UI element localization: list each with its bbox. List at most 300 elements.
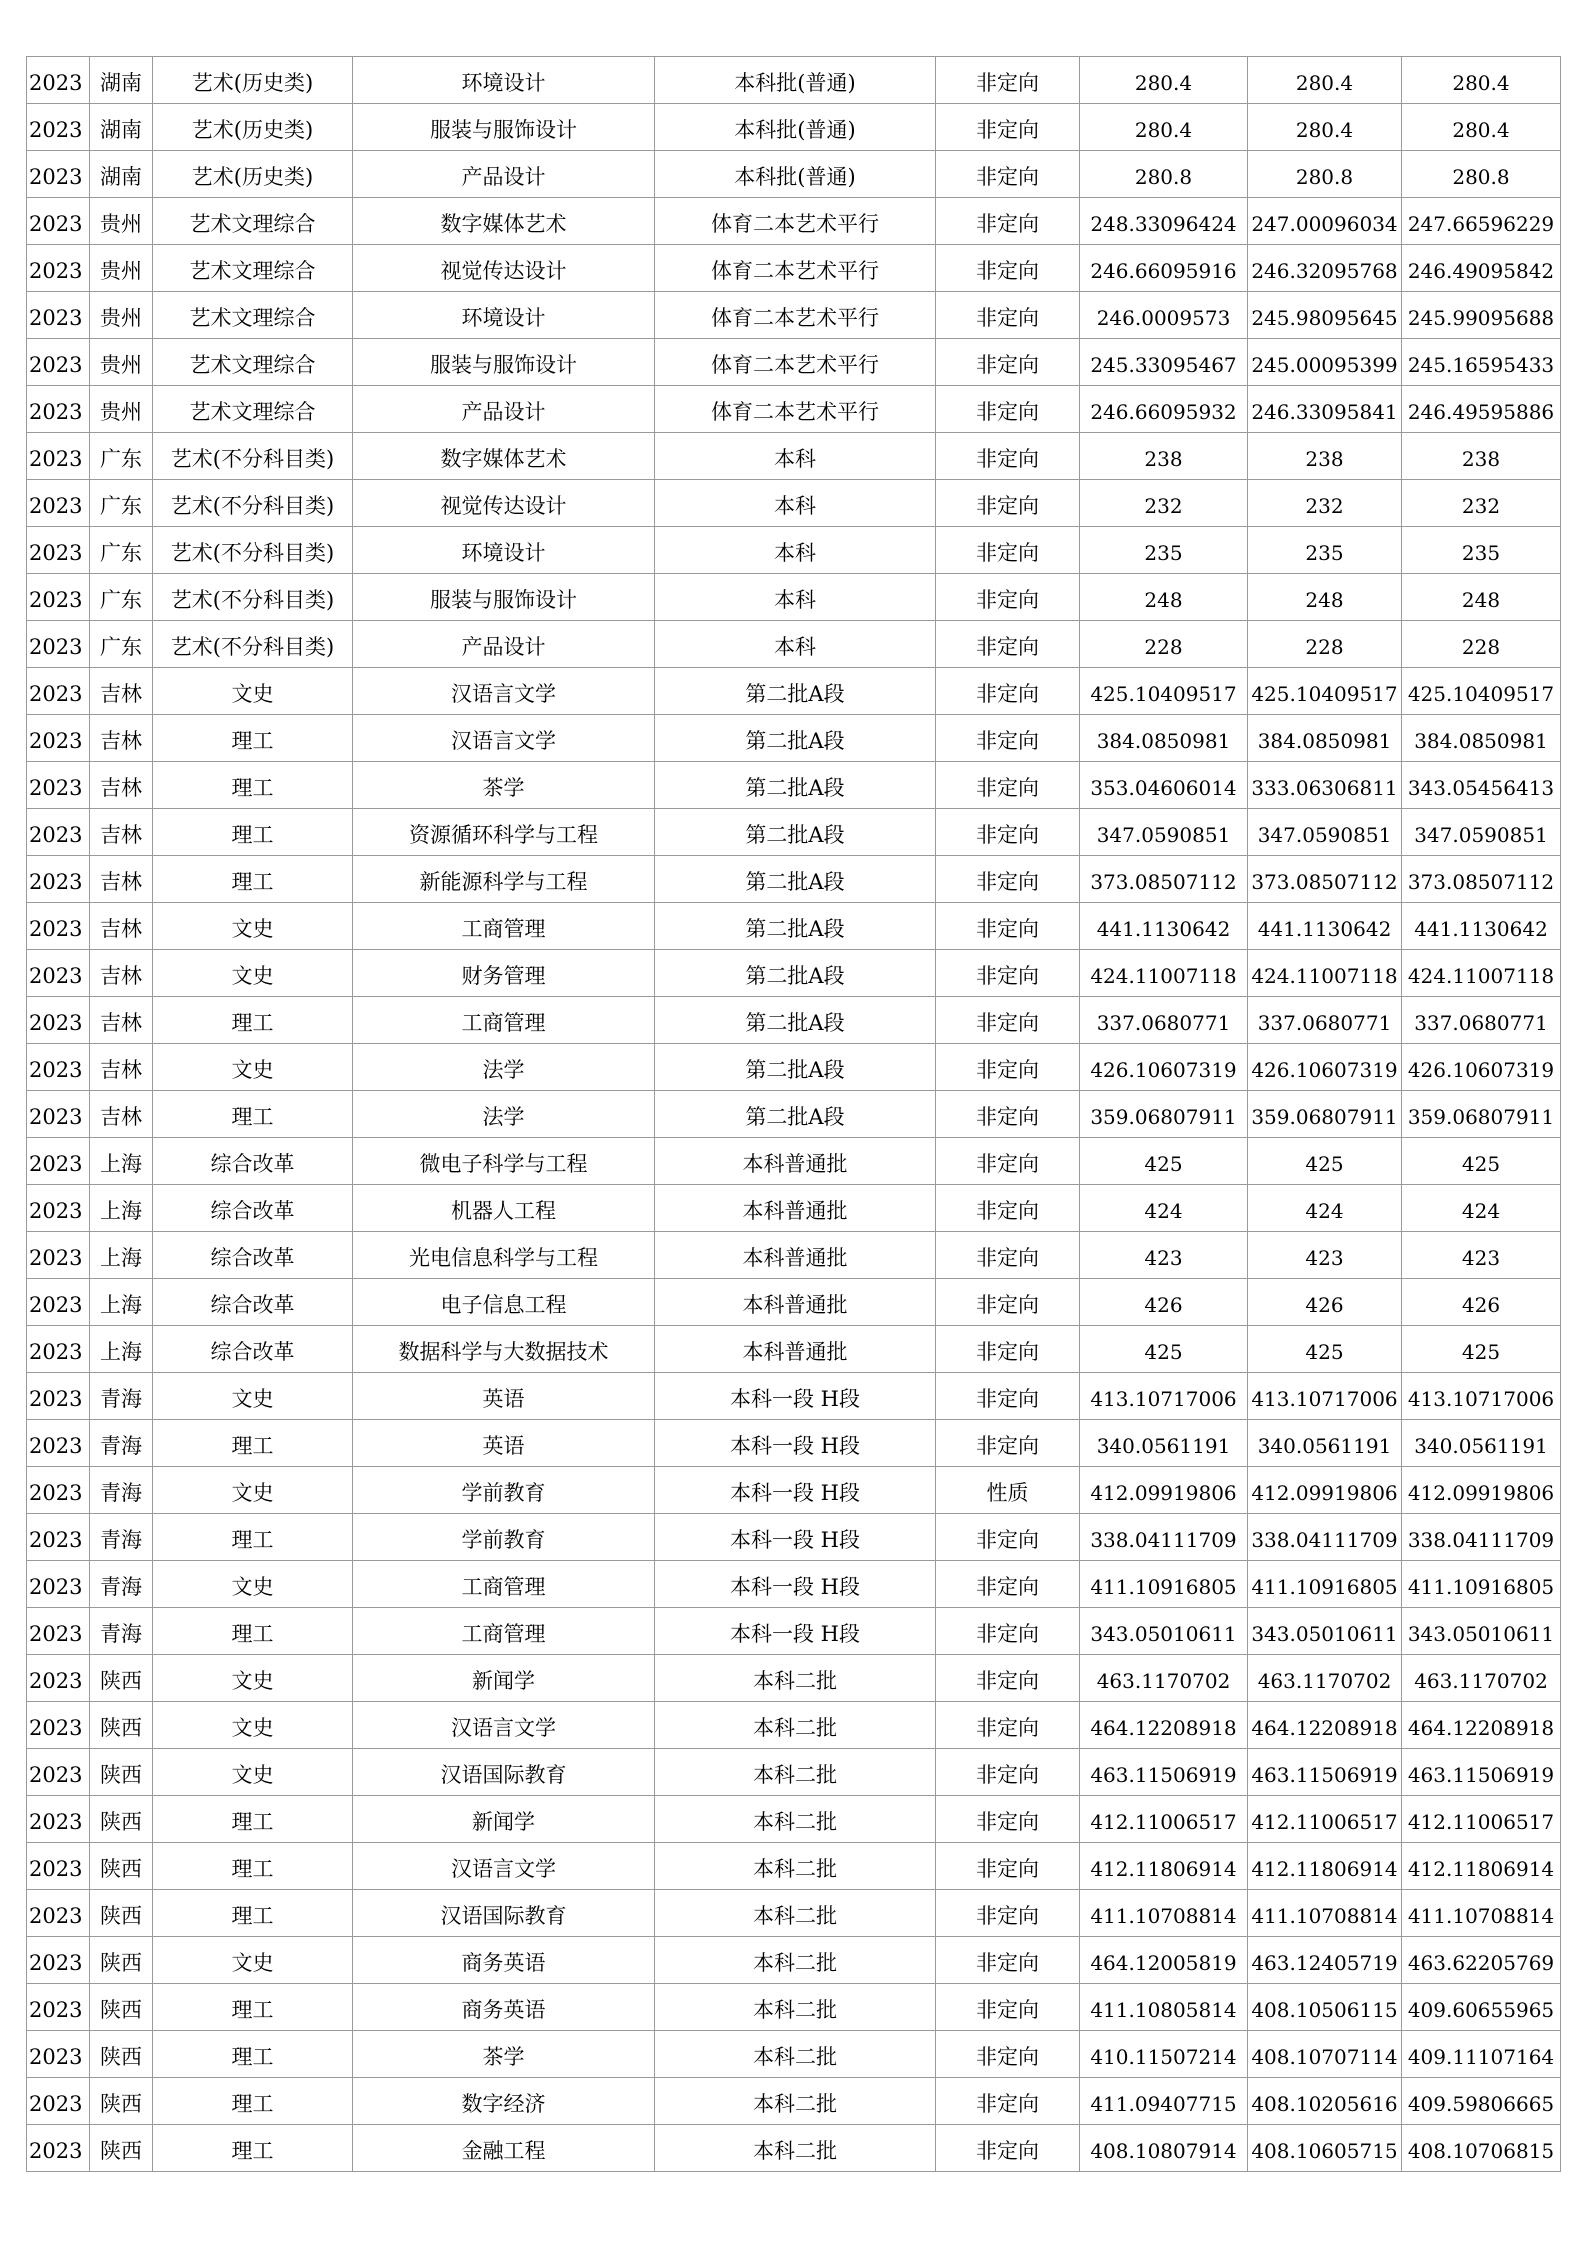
province-cell: 青海 [90, 1514, 153, 1561]
major-cell: 微电子科学与工程 [353, 1138, 655, 1185]
major-cell: 服装与服饰设计 [353, 104, 655, 151]
province-cell: 上海 [90, 1138, 153, 1185]
province-cell: 吉林 [90, 668, 153, 715]
average-score-cell: 280.8 [1402, 151, 1561, 198]
average-score-cell: 280.4 [1402, 104, 1561, 151]
highest-score-cell: 337.0680771 [1080, 997, 1248, 1044]
major-cell: 学前教育 [353, 1514, 655, 1561]
highest-score-cell: 412.11806914 [1080, 1843, 1248, 1890]
plan-type-cell: 非定向 [936, 1185, 1080, 1232]
year-cell: 2023 [27, 1890, 90, 1937]
category-cell: 文史 [153, 903, 353, 950]
table-row [27, 1890, 1561, 1937]
table-row [27, 104, 1561, 151]
province-cell: 贵州 [90, 245, 153, 292]
highest-score-cell: 280.4 [1080, 104, 1248, 151]
average-score-cell: 247.66596229 [1402, 198, 1561, 245]
table-row [27, 715, 1561, 762]
year-cell: 2023 [27, 1937, 90, 1984]
admission-score-table [26, 56, 1561, 2172]
table-row [27, 1514, 1561, 1561]
province-cell: 贵州 [90, 339, 153, 386]
table-row [27, 245, 1561, 292]
batch-cell: 本科普通批 [655, 1232, 936, 1279]
category-cell: 艺术(历史类) [153, 151, 353, 198]
highest-score-cell: 441.1130642 [1080, 903, 1248, 950]
plan-type-cell: 非定向 [936, 339, 1080, 386]
table-row [27, 292, 1561, 339]
category-cell: 艺术(不分科目类) [153, 527, 353, 574]
batch-cell: 本科二批 [655, 1796, 936, 1843]
lowest-score-cell: 425.10409517 [1248, 668, 1402, 715]
category-cell: 理工 [153, 856, 353, 903]
category-cell: 艺术文理综合 [153, 386, 353, 433]
lowest-score-cell: 412.11806914 [1248, 1843, 1402, 1890]
batch-cell: 第二批A段 [655, 809, 936, 856]
province-cell: 陕西 [90, 1843, 153, 1890]
major-cell: 汉语言文学 [353, 715, 655, 762]
table-row [27, 762, 1561, 809]
year-cell: 2023 [27, 1232, 90, 1279]
major-cell: 新能源科学与工程 [353, 856, 655, 903]
plan-type-cell: 非定向 [936, 1326, 1080, 1373]
batch-cell: 本科 [655, 433, 936, 480]
province-cell: 上海 [90, 1279, 153, 1326]
year-cell: 2023 [27, 1185, 90, 1232]
major-cell: 数字媒体艺术 [353, 198, 655, 245]
highest-score-cell: 340.0561191 [1080, 1420, 1248, 1467]
lowest-score-cell: 384.0850981 [1248, 715, 1402, 762]
year-cell: 2023 [27, 1514, 90, 1561]
major-cell: 服装与服饰设计 [353, 574, 655, 621]
highest-score-cell: 410.11507214 [1080, 2031, 1248, 2078]
year-cell: 2023 [27, 762, 90, 809]
province-cell: 湖南 [90, 57, 153, 104]
highest-score-cell: 463.1170702 [1080, 1655, 1248, 1702]
lowest-score-cell: 343.05010611 [1248, 1608, 1402, 1655]
table-row [27, 1655, 1561, 1702]
major-cell: 汉语国际教育 [353, 1749, 655, 1796]
plan-type-cell: 非定向 [936, 1420, 1080, 1467]
highest-score-cell: 424 [1080, 1185, 1248, 1232]
category-cell: 理工 [153, 762, 353, 809]
year-cell: 2023 [27, 997, 90, 1044]
year-cell: 2023 [27, 1702, 90, 1749]
batch-cell: 本科 [655, 621, 936, 668]
major-cell: 工商管理 [353, 903, 655, 950]
table-row [27, 1232, 1561, 1279]
major-cell: 英语 [353, 1373, 655, 1420]
batch-cell: 本科一段 H段 [655, 1373, 936, 1420]
category-cell: 理工 [153, 809, 353, 856]
province-cell: 陕西 [90, 2078, 153, 2125]
province-cell: 吉林 [90, 950, 153, 997]
category-cell: 艺术(历史类) [153, 104, 353, 151]
average-score-cell: 338.04111709 [1402, 1514, 1561, 1561]
lowest-score-cell: 464.12208918 [1248, 1702, 1402, 1749]
category-cell: 理工 [153, 1843, 353, 1890]
batch-cell: 本科一段 H段 [655, 1561, 936, 1608]
province-cell: 陕西 [90, 1796, 153, 1843]
batch-cell: 第二批A段 [655, 856, 936, 903]
year-cell: 2023 [27, 1561, 90, 1608]
year-cell: 2023 [27, 621, 90, 668]
major-cell: 光电信息科学与工程 [353, 1232, 655, 1279]
average-score-cell: 423 [1402, 1232, 1561, 1279]
average-score-cell: 408.10706815 [1402, 2125, 1561, 2172]
major-cell: 汉语言文学 [353, 668, 655, 715]
category-cell: 理工 [153, 2125, 353, 2172]
average-score-cell: 424 [1402, 1185, 1561, 1232]
batch-cell: 第二批A段 [655, 762, 936, 809]
year-cell: 2023 [27, 57, 90, 104]
category-cell: 文史 [153, 1373, 353, 1420]
plan-type-cell: 非定向 [936, 1514, 1080, 1561]
year-cell: 2023 [27, 1796, 90, 1843]
lowest-score-cell: 333.06306811 [1248, 762, 1402, 809]
average-score-cell: 463.62205769 [1402, 1937, 1561, 1984]
province-cell: 广东 [90, 480, 153, 527]
average-score-cell: 238 [1402, 433, 1561, 480]
year-cell: 2023 [27, 2031, 90, 2078]
table-row [27, 151, 1561, 198]
table-row [27, 903, 1561, 950]
average-score-cell: 340.0561191 [1402, 1420, 1561, 1467]
lowest-score-cell: 425 [1248, 1326, 1402, 1373]
major-cell: 工商管理 [353, 997, 655, 1044]
category-cell: 艺术文理综合 [153, 245, 353, 292]
year-cell: 2023 [27, 1608, 90, 1655]
lowest-score-cell: 408.10605715 [1248, 2125, 1402, 2172]
batch-cell: 本科二批 [655, 2031, 936, 2078]
category-cell: 综合改革 [153, 1232, 353, 1279]
plan-type-cell: 非定向 [936, 574, 1080, 621]
province-cell: 广东 [90, 527, 153, 574]
province-cell: 陕西 [90, 1749, 153, 1796]
highest-score-cell: 411.10708814 [1080, 1890, 1248, 1937]
major-cell: 产品设计 [353, 386, 655, 433]
plan-type-cell: 非定向 [936, 386, 1080, 433]
year-cell: 2023 [27, 151, 90, 198]
table-row [27, 1420, 1561, 1467]
major-cell: 数据科学与大数据技术 [353, 1326, 655, 1373]
batch-cell: 本科 [655, 527, 936, 574]
batch-cell: 本科 [655, 574, 936, 621]
plan-type-cell: 非定向 [936, 762, 1080, 809]
year-cell: 2023 [27, 292, 90, 339]
average-score-cell: 359.06807911 [1402, 1091, 1561, 1138]
average-score-cell: 411.10916805 [1402, 1561, 1561, 1608]
table-row [27, 198, 1561, 245]
province-cell: 吉林 [90, 762, 153, 809]
year-cell: 2023 [27, 1138, 90, 1185]
table-row [27, 1279, 1561, 1326]
plan-type-cell: 非定向 [936, 1890, 1080, 1937]
average-score-cell: 412.09919806 [1402, 1467, 1561, 1514]
lowest-score-cell: 280.8 [1248, 151, 1402, 198]
highest-score-cell: 343.05010611 [1080, 1608, 1248, 1655]
batch-cell: 本科批(普通) [655, 151, 936, 198]
batch-cell: 体育二本艺术平行 [655, 339, 936, 386]
lowest-score-cell: 425 [1248, 1138, 1402, 1185]
category-cell: 综合改革 [153, 1326, 353, 1373]
highest-score-cell: 426 [1080, 1279, 1248, 1326]
highest-score-cell: 384.0850981 [1080, 715, 1248, 762]
category-cell: 理工 [153, 715, 353, 762]
major-cell: 商务英语 [353, 1984, 655, 2031]
province-cell: 吉林 [90, 1044, 153, 1091]
lowest-score-cell: 232 [1248, 480, 1402, 527]
batch-cell: 本科普通批 [655, 1279, 936, 1326]
category-cell: 理工 [153, 1608, 353, 1655]
province-cell: 青海 [90, 1420, 153, 1467]
major-cell: 法学 [353, 1044, 655, 1091]
province-cell: 上海 [90, 1232, 153, 1279]
category-cell: 文史 [153, 950, 353, 997]
highest-score-cell: 232 [1080, 480, 1248, 527]
province-cell: 上海 [90, 1185, 153, 1232]
province-cell: 吉林 [90, 856, 153, 903]
average-score-cell: 409.11107164 [1402, 2031, 1561, 2078]
lowest-score-cell: 424 [1248, 1185, 1402, 1232]
batch-cell: 第二批A段 [655, 1044, 936, 1091]
table-row [27, 480, 1561, 527]
major-cell: 新闻学 [353, 1655, 655, 1702]
plan-type-cell: 非定向 [936, 1984, 1080, 2031]
average-score-cell: 441.1130642 [1402, 903, 1561, 950]
plan-type-cell: 非定向 [936, 2125, 1080, 2172]
plan-type-cell: 非定向 [936, 2031, 1080, 2078]
major-cell: 产品设计 [353, 621, 655, 668]
province-cell: 青海 [90, 1561, 153, 1608]
year-cell: 2023 [27, 386, 90, 433]
year-cell: 2023 [27, 574, 90, 621]
average-score-cell: 426 [1402, 1279, 1561, 1326]
highest-score-cell: 425.10409517 [1080, 668, 1248, 715]
highest-score-cell: 464.12005819 [1080, 1937, 1248, 1984]
batch-cell: 本科二批 [655, 1984, 936, 2031]
table-row [27, 1467, 1561, 1514]
plan-type-cell: 非定向 [936, 198, 1080, 245]
lowest-score-cell: 235 [1248, 527, 1402, 574]
lowest-score-cell: 408.10205616 [1248, 2078, 1402, 2125]
plan-type-cell: 非定向 [936, 527, 1080, 574]
plan-type-cell: 非定向 [936, 151, 1080, 198]
average-score-cell: 463.1170702 [1402, 1655, 1561, 1702]
table-row [27, 1608, 1561, 1655]
highest-score-cell: 353.04606014 [1080, 762, 1248, 809]
highest-score-cell: 245.33095467 [1080, 339, 1248, 386]
year-cell: 2023 [27, 104, 90, 151]
average-score-cell: 248 [1402, 574, 1561, 621]
major-cell: 数字经济 [353, 2078, 655, 2125]
average-score-cell: 245.16595433 [1402, 339, 1561, 386]
lowest-score-cell: 441.1130642 [1248, 903, 1402, 950]
plan-type-cell: 非定向 [936, 621, 1080, 668]
average-score-cell: 343.05010611 [1402, 1608, 1561, 1655]
lowest-score-cell: 337.0680771 [1248, 997, 1402, 1044]
average-score-cell: 424.11007118 [1402, 950, 1561, 997]
category-cell: 综合改革 [153, 1185, 353, 1232]
year-cell: 2023 [27, 480, 90, 527]
batch-cell: 本科二批 [655, 2078, 936, 2125]
category-cell: 理工 [153, 1890, 353, 1937]
highest-score-cell: 408.10807914 [1080, 2125, 1248, 2172]
lowest-score-cell: 408.10506115 [1248, 1984, 1402, 2031]
highest-score-cell: 423 [1080, 1232, 1248, 1279]
category-cell: 艺术(不分科目类) [153, 433, 353, 480]
category-cell: 综合改革 [153, 1138, 353, 1185]
year-cell: 2023 [27, 2078, 90, 2125]
plan-type-cell: 非定向 [936, 997, 1080, 1044]
province-cell: 吉林 [90, 903, 153, 950]
plan-type-cell: 非定向 [936, 245, 1080, 292]
highest-score-cell: 464.12208918 [1080, 1702, 1248, 1749]
average-score-cell: 413.10717006 [1402, 1373, 1561, 1420]
plan-type-cell: 非定向 [936, 1091, 1080, 1138]
table-row [27, 1091, 1561, 1138]
year-cell: 2023 [27, 856, 90, 903]
plan-type-cell: 非定向 [936, 1843, 1080, 1890]
major-cell: 服装与服饰设计 [353, 339, 655, 386]
batch-cell: 本科普通批 [655, 1185, 936, 1232]
table-row [27, 1702, 1561, 1749]
batch-cell: 本科普通批 [655, 1326, 936, 1373]
lowest-score-cell: 412.11006517 [1248, 1796, 1402, 1843]
batch-cell: 体育二本艺术平行 [655, 292, 936, 339]
table-row [27, 1796, 1561, 1843]
lowest-score-cell: 408.10707114 [1248, 2031, 1402, 2078]
average-score-cell: 412.11806914 [1402, 1843, 1561, 1890]
highest-score-cell: 246.66095916 [1080, 245, 1248, 292]
year-cell: 2023 [27, 1984, 90, 2031]
lowest-score-cell: 246.33095841 [1248, 386, 1402, 433]
table-body [27, 57, 1561, 2172]
batch-cell: 第二批A段 [655, 668, 936, 715]
province-cell: 陕西 [90, 1655, 153, 1702]
year-cell: 2023 [27, 1326, 90, 1373]
highest-score-cell: 238 [1080, 433, 1248, 480]
province-cell: 贵州 [90, 198, 153, 245]
table-row [27, 809, 1561, 856]
table-row [27, 433, 1561, 480]
category-cell: 文史 [153, 1749, 353, 1796]
province-cell: 贵州 [90, 292, 153, 339]
table-row [27, 1326, 1561, 1373]
lowest-score-cell: 347.0590851 [1248, 809, 1402, 856]
lowest-score-cell: 463.11506919 [1248, 1749, 1402, 1796]
average-score-cell: 373.08507112 [1402, 856, 1561, 903]
category-cell: 文史 [153, 668, 353, 715]
average-score-cell: 409.60655965 [1402, 1984, 1561, 2031]
major-cell: 视觉传达设计 [353, 245, 655, 292]
lowest-score-cell: 412.09919806 [1248, 1467, 1402, 1514]
lowest-score-cell: 463.1170702 [1248, 1655, 1402, 1702]
average-score-cell: 343.05456413 [1402, 762, 1561, 809]
province-cell: 吉林 [90, 997, 153, 1044]
table-row [27, 2031, 1561, 2078]
province-cell: 吉林 [90, 715, 153, 762]
batch-cell: 本科批(普通) [655, 104, 936, 151]
highest-score-cell: 347.0590851 [1080, 809, 1248, 856]
major-cell: 资源循环科学与工程 [353, 809, 655, 856]
category-cell: 综合改革 [153, 1279, 353, 1326]
plan-type-cell: 非定向 [936, 57, 1080, 104]
year-cell: 2023 [27, 527, 90, 574]
batch-cell: 第二批A段 [655, 1091, 936, 1138]
batch-cell: 第二批A段 [655, 950, 936, 997]
plan-type-cell: 非定向 [936, 1937, 1080, 1984]
lowest-score-cell: 340.0561191 [1248, 1420, 1402, 1467]
major-cell: 机器人工程 [353, 1185, 655, 1232]
plan-type-cell: 非定向 [936, 1655, 1080, 1702]
highest-score-cell: 463.11506919 [1080, 1749, 1248, 1796]
table-row [27, 2125, 1561, 2172]
highest-score-cell: 246.66095932 [1080, 386, 1248, 433]
major-cell: 茶学 [353, 2031, 655, 2078]
plan-type-cell: 非定向 [936, 2078, 1080, 2125]
average-score-cell: 246.49595886 [1402, 386, 1561, 433]
table-row [27, 1561, 1561, 1608]
plan-type-cell: 非定向 [936, 668, 1080, 715]
major-cell: 财务管理 [353, 950, 655, 997]
highest-score-cell: 338.04111709 [1080, 1514, 1248, 1561]
major-cell: 环境设计 [353, 292, 655, 339]
batch-cell: 本科批(普通) [655, 57, 936, 104]
province-cell: 青海 [90, 1608, 153, 1655]
year-cell: 2023 [27, 433, 90, 480]
year-cell: 2023 [27, 1420, 90, 1467]
average-score-cell: 425 [1402, 1138, 1561, 1185]
year-cell: 2023 [27, 1373, 90, 1420]
lowest-score-cell: 424.11007118 [1248, 950, 1402, 997]
major-cell: 电子信息工程 [353, 1279, 655, 1326]
batch-cell: 本科 [655, 480, 936, 527]
province-cell: 青海 [90, 1467, 153, 1514]
province-cell: 吉林 [90, 809, 153, 856]
table-row [27, 621, 1561, 668]
average-score-cell: 337.0680771 [1402, 997, 1561, 1044]
plan-type-cell: 非定向 [936, 104, 1080, 151]
plan-type-cell: 非定向 [936, 903, 1080, 950]
major-cell: 产品设计 [353, 151, 655, 198]
category-cell: 理工 [153, 1796, 353, 1843]
table-row [27, 1749, 1561, 1796]
table-row [27, 668, 1561, 715]
lowest-score-cell: 463.12405719 [1248, 1937, 1402, 1984]
year-cell: 2023 [27, 715, 90, 762]
category-cell: 文史 [153, 1561, 353, 1608]
province-cell: 陕西 [90, 2125, 153, 2172]
year-cell: 2023 [27, 1843, 90, 1890]
lowest-score-cell: 426.10607319 [1248, 1044, 1402, 1091]
province-cell: 陕西 [90, 2031, 153, 2078]
plan-type-cell: 非定向 [936, 1044, 1080, 1091]
plan-type-cell: 非定向 [936, 1608, 1080, 1655]
year-cell: 2023 [27, 1655, 90, 1702]
table-row [27, 574, 1561, 621]
average-score-cell: 425 [1402, 1326, 1561, 1373]
category-cell: 艺术文理综合 [153, 339, 353, 386]
highest-score-cell: 280.4 [1080, 57, 1248, 104]
batch-cell: 本科普通批 [655, 1138, 936, 1185]
year-cell: 2023 [27, 1467, 90, 1514]
year-cell: 2023 [27, 1279, 90, 1326]
province-cell: 广东 [90, 621, 153, 668]
major-cell: 工商管理 [353, 1561, 655, 1608]
year-cell: 2023 [27, 950, 90, 997]
highest-score-cell: 411.10916805 [1080, 1561, 1248, 1608]
